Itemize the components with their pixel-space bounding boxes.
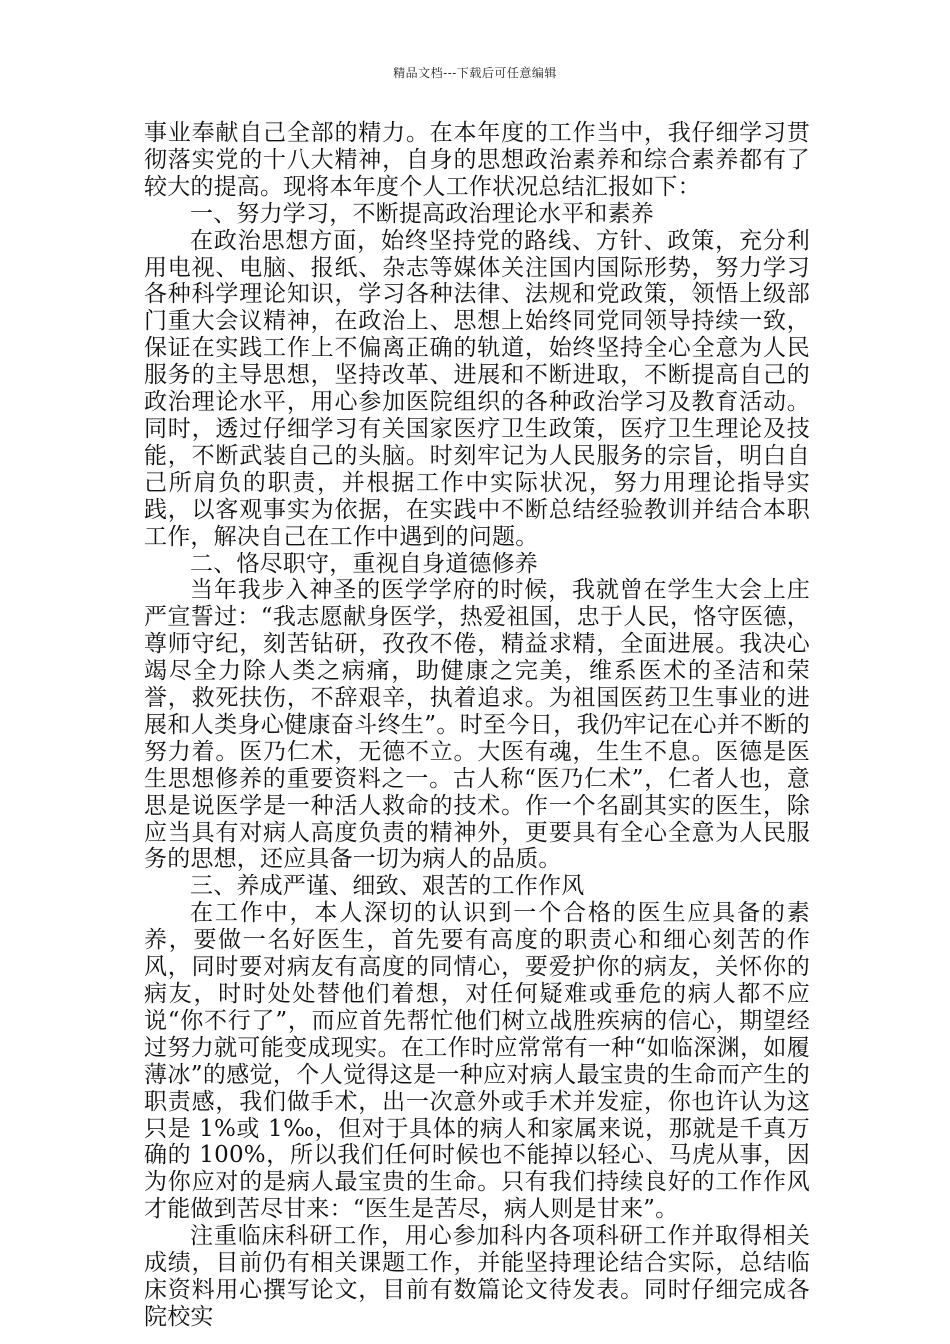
page-header: 精品文档---下载后可任意编辑 — [393, 66, 557, 80]
section-heading-3: 三、养成严谨、细致、艰苦的工作作风 — [190, 873, 585, 900]
section-1-paragraph: 在政治思想方面，始终坚持党的路线、方针、政策，充分利用电视、电脑、报纸、杂志等媒体关注国内国际形势，努力学习各种科学理论知识，学习各种法律、法规和党政策，领悟上级部门重大会议精神，在政治上、思想上始终同党同领导持续一致，保证在实践工作上不偏离正确的轨道，始终坚持全心全意为人民服务的主导思想，坚持改革、进展和不断进取，不断提高自己的政治理论水平，用心参加医院组织的各种政治学习及教育活动。同时，透过仔细学习有关国家医疗卫生政策，医疗卫生理论及技能，不断武装自己的头脑。时刻牢记为人民服务的宗旨，明白自己所肩负的职责，并根据工作中实际状况，努力用理论指导实践，以客观事实为依据，在实践中不断总结经验教训并结合本职工作，解决自己在工作中遇到的问题。 — [144, 227, 810, 550]
intro-paragraph: 事业奉献自己全部的精力。在本年度的工作当中，我仔细学习贯彻落实党的十八大精神，自身的思想政治素养和综合素养都有了较大的提高。现将本年度个人工作状况总结汇报如下： — [144, 120, 810, 200]
section-heading-1: 一、努力学习，不断提高政治理论水平和素养 — [190, 200, 654, 227]
section-2-paragraph: 当年我步入神圣的医学学府的时候，我就曾在学生大会上庄严宣誓过：“我志愿献身医学，热爱祖国，忠于人民，恪守医德，尊师守纪，刻苦钻研，孜孜不倦，精益求精，全面进展。我决心竭尽全力除人类之病痛，助健康之完美，维系医术的圣洁和荣誉，救死扶伤，不辞艰辛，执着追求。为祖国医药卫生事业的进展和人类身心健康奋斗终生”。时至今日，我仍牢记在心并不断的努力着。医乃仁术，无德不立。大医有魂，生生不息。医德是医生思想修养的重要资料之一。古人称“医乃仁术”，仁者人也，意思是说医学是一种活人救命的技术。作一个名副其实的医生，除应当具有对病人高度负责的精神外，更要具有全心全意为人民服务的思想，还应具备一切为病人的品质。 — [144, 577, 810, 873]
section-heading-2: 二、恪尽职守，重视自身道德修养 — [190, 550, 538, 577]
research-paragraph: 注重临床科研工作，用心参加科内各项科研工作并取得相关成绩，目前仍有相关课题工作，并能坚持理论结合实际，总结临床资料用心撰写论文，目前有数篇论文待发表。同时仔细完成各院校实 — [144, 1223, 810, 1330]
section-3-paragraph: 在工作中，本人深切的认识到一个合格的医生应具备的素养，要做一名好医生，首先要有高度的职责心和细心刻苦的作风，同时要对病友有高度的同情心，要爱护你的病友，关怀你的病友，时时处处替他们着想，对任何疑难或垂危的病人都不应说“你不行了”，而应首先帮忙他们树立战胜疾病的信心，期望经过努力就可能变成现实。在工作时应常常有一种“如临深渊，如履薄冰”的感觉，个人觉得这是一种应对病人最宝贵的生命而产生的职责感，我们做手术，出一次意外或手术并发症，你也许认为这只是 1%或 1‰，但对于具体的病人和家属来说，那就是千真万确的 100%，所以我们任何时候也不能掉以轻心、马虎从事，因为你应对的是病人最宝贵的生命。只有我们持续良好的工作作风才能做到苦尽甘来：“医生是苦尽，病人则是甘来”。 — [144, 900, 810, 1223]
document-body — [144, 120, 810, 1331]
